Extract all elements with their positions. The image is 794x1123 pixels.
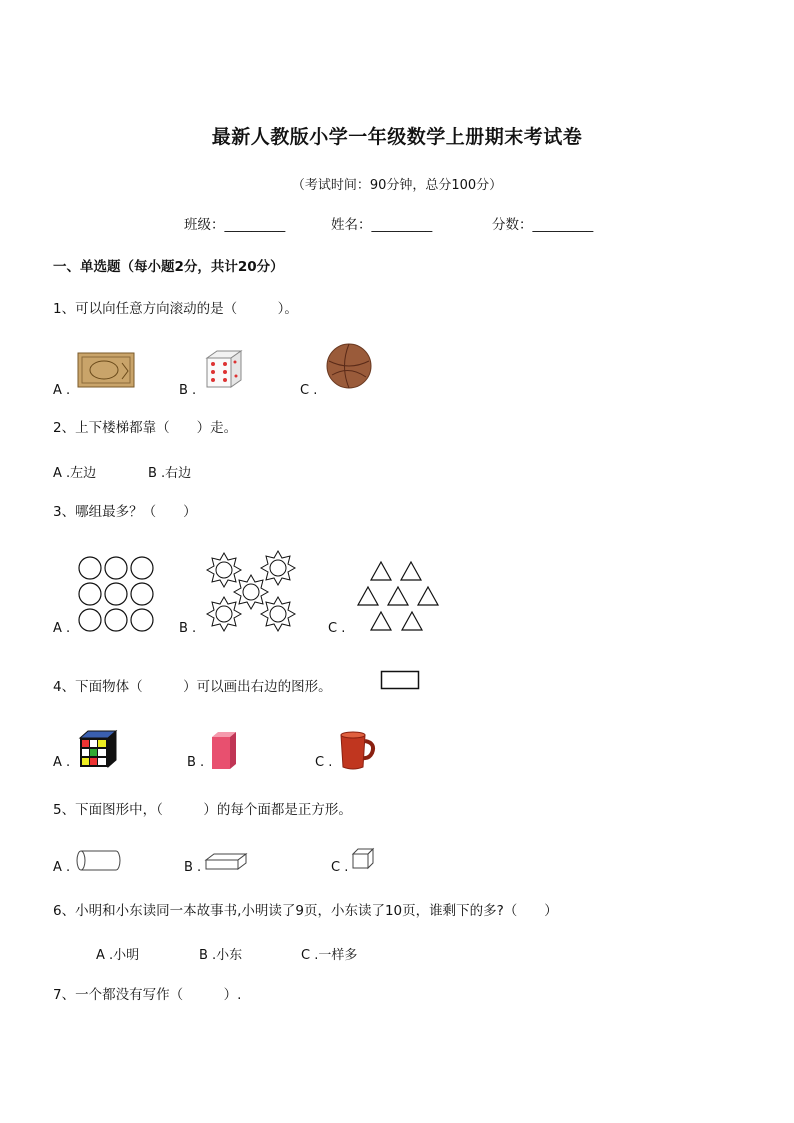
rectangle-figure — [381, 671, 421, 691]
question-3: 3、哪组最多？（ ） — [53, 504, 197, 520]
question-4: 4、下面物体（ ）可以画出右边的图形。 — [53, 679, 332, 695]
question-6: 6、小明和小东读同一本故事书,小明读了9页，小东读了10页，谁剩下的多?（ ） — [53, 903, 558, 919]
circles-group-image — [78, 556, 158, 634]
q3-option-c[interactable]: C . — [328, 621, 346, 636]
q4-option-a[interactable]: A . — [53, 755, 71, 770]
q1-option-b[interactable]: B . — [179, 383, 197, 398]
q1-option-c[interactable]: C . — [300, 383, 318, 398]
exam-info: （考试时间：90分钟，总分100分） — [291, 178, 503, 193]
question-5: 5、下面图形中，（ ）的每个面都是正方形。 — [53, 802, 352, 818]
q4-option-c[interactable]: C . — [315, 755, 333, 770]
class-field[interactable]: 班级：_________ — [184, 217, 286, 233]
q6-option-a[interactable]: A .小明 — [96, 948, 140, 963]
page-title: 最新人教版小学一年级数学上册期末考试卷 — [211, 126, 583, 148]
q3-option-a[interactable]: A . — [53, 621, 71, 636]
question-1: 1、可以向任意方向滚动的是（ ）。 — [53, 301, 298, 317]
name-field[interactable]: 姓名：_________ — [331, 217, 433, 233]
cuboid-image — [205, 852, 249, 872]
q3-option-b[interactable]: B . — [179, 621, 197, 636]
q5-option-a[interactable]: A . — [53, 860, 71, 875]
q2-option-b[interactable]: B .右边 — [148, 466, 192, 481]
cube-image — [352, 848, 376, 870]
q6-option-c[interactable]: C .一样多 — [301, 948, 358, 963]
ball-image — [326, 343, 374, 391]
q6-option-b[interactable]: B .小东 — [199, 948, 243, 963]
suns-group-image — [205, 552, 300, 634]
q2-option-a[interactable]: A .左边 — [53, 466, 97, 481]
q5-option-b[interactable]: B . — [184, 860, 202, 875]
question-2: 2、上下楼梯都靠（ ）走。 — [53, 420, 238, 436]
pink-block-image — [210, 731, 238, 771]
box-image — [78, 349, 138, 389]
section-heading: 一、单选题（每小题2分，共计20分） — [53, 259, 284, 275]
cylinder-image — [76, 849, 124, 873]
dice-image — [205, 350, 245, 390]
q4-option-b[interactable]: B . — [187, 755, 205, 770]
q1-option-a[interactable]: A . — [53, 383, 71, 398]
mug-image — [338, 731, 378, 771]
triangles-group-image — [356, 560, 440, 635]
score-field[interactable]: 分数：_________ — [492, 217, 594, 233]
q5-option-c[interactable]: C . — [331, 860, 349, 875]
rubiks-cube-image — [78, 730, 120, 770]
question-7: 7、一个都没有写作（ ）. — [53, 987, 242, 1003]
